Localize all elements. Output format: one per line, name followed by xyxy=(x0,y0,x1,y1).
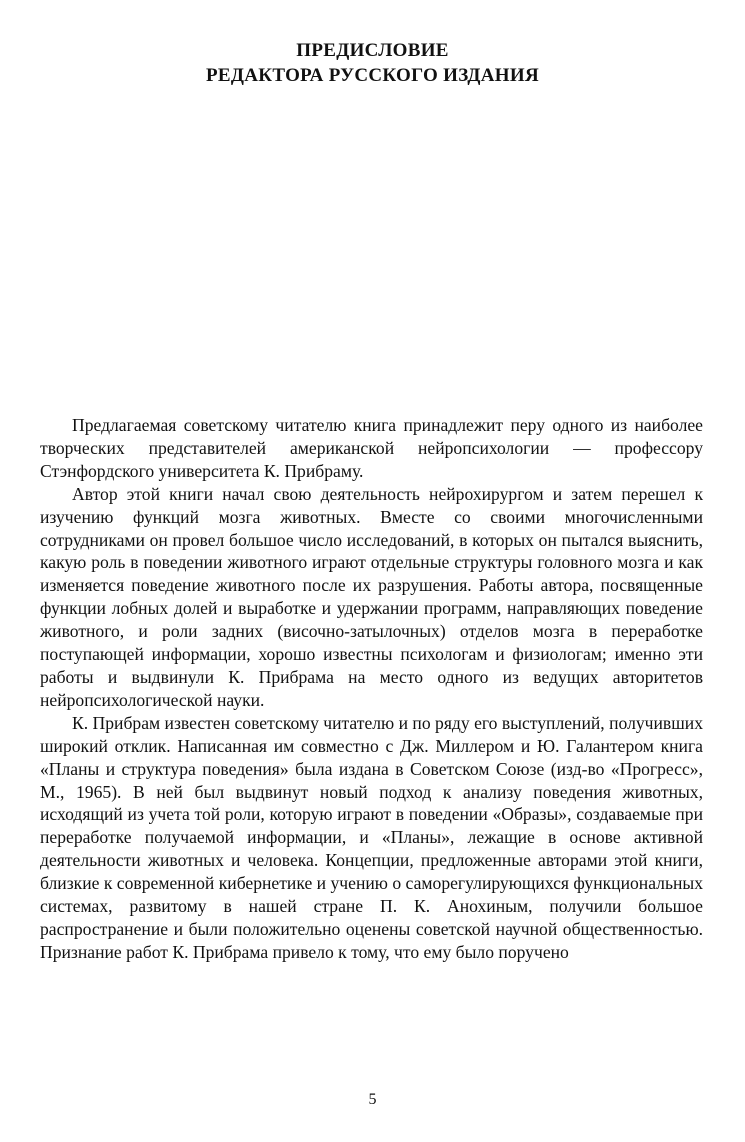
title-line-1: ПРЕДИСЛОВИЕ xyxy=(296,40,449,61)
paragraph: Предлагаемая советскому читателю книга принадлежит перу одного из наиболее творческих представителей американской нейропсихологии — профессору Стэнфордского университета К. Прибраму. xyxy=(40,415,703,481)
title-line-2: РЕДАКТОРА РУССКОГО ИЗДАНИЯ xyxy=(206,65,539,86)
page-title xyxy=(0,38,745,88)
body-text xyxy=(40,414,703,964)
paragraph: К. Прибрам известен советскому читателю и по ряду его выступлений, получивших широкий отклик. Написанная им совместно с Дж. Миллером и Ю. Галантером книга «Планы и структура поведения» была издана в Советском Союзе (изд-во «Прогресс», М., 1965). В ней был выдвинут новый подход к анализу поведения животных, исходящий из учета той роли, которую играют в поведении «Образы», создаваемые при переработке получаемой информации, и «Планы», лежащие в основе активной деятельности животных и человека. Концепции, предложенные авторами этой книги, близкие к современной кибернетике и учению о саморегулирующихся функциональных системах, развитому в нашей стране П. К. Анохиным, получили большое распространение и были положительно оценены советской научной общественностью. Признание работ К. Прибрама привело к тому, что ему было поручено xyxy=(40,712,703,962)
paragraph: Автор этой книги начал свою деятельность нейрохирургом и затем перешел к изучению функций мозга животных. Вместе со своими многочисленными сотрудниками он провел большое число исследований, в которых он пытался выяснить, какую роль в поведении животного играют отдельные структуры головного мозга и как изменяется поведение животного после их разрушения. Работы автора, посвященные функции лобных долей и выработке и удержании программ, направляющих поведение животного, и роли задних (височно-затылочных) отделов мозга в переработке поступающей информации, хорошо известны психологам и физиологам; именно эти работы и выдвинули К. Прибрама на место одного из ведущих авторитетов нейропсихологической науки. xyxy=(40,483,703,710)
page-number: 5 xyxy=(368,1091,377,1108)
